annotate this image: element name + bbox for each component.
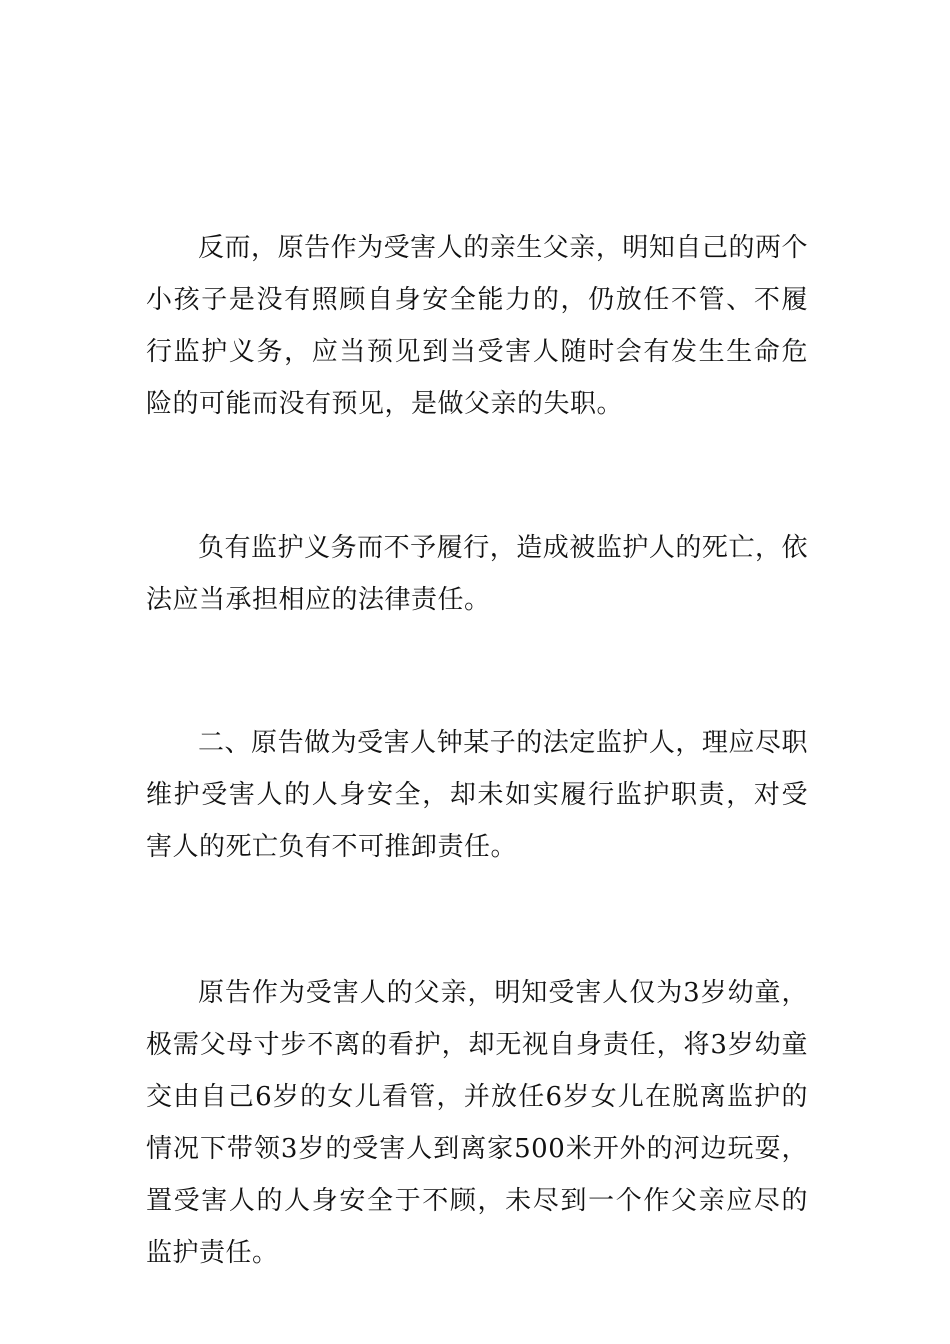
paragraph-supervision-failure: 原告作为受害人的父亲，明知受害人仅为3岁幼童，极需父母寸步不离的看护，却无视自身责任，将3岁幼童交由自己6岁的女儿看管，并放任6岁女儿在脱离监护的情况下带领3岁的受害人到离家500米开外的河边玩耍，置受害人的人身安全于不顾，未尽到一个作父亲应尽的监护责任。 [146,978,808,1268]
paragraph-section-two: 二、原告做为受害人钟某子的法定监护人，理应尽职维护受害人的人身安全，却未如实履行监护职责，对受害人的死亡负有不可推卸责任。 [146,728,808,862]
paragraph-parental-negligence: 反而，原告作为受害人的亲生父亲，明知自己的两个小孩子是没有照顾自身安全能力的，仍放任不管、不履行监护义务，应当预见到当受害人随时会有发生生命危险的可能而没有预见，是做父亲的失职。 [146,233,808,419]
paragraph-legal-liability: 负有监护义务而不予履行，造成被监护人的死亡，依法应当承担相应的法律责任。 [146,533,808,615]
